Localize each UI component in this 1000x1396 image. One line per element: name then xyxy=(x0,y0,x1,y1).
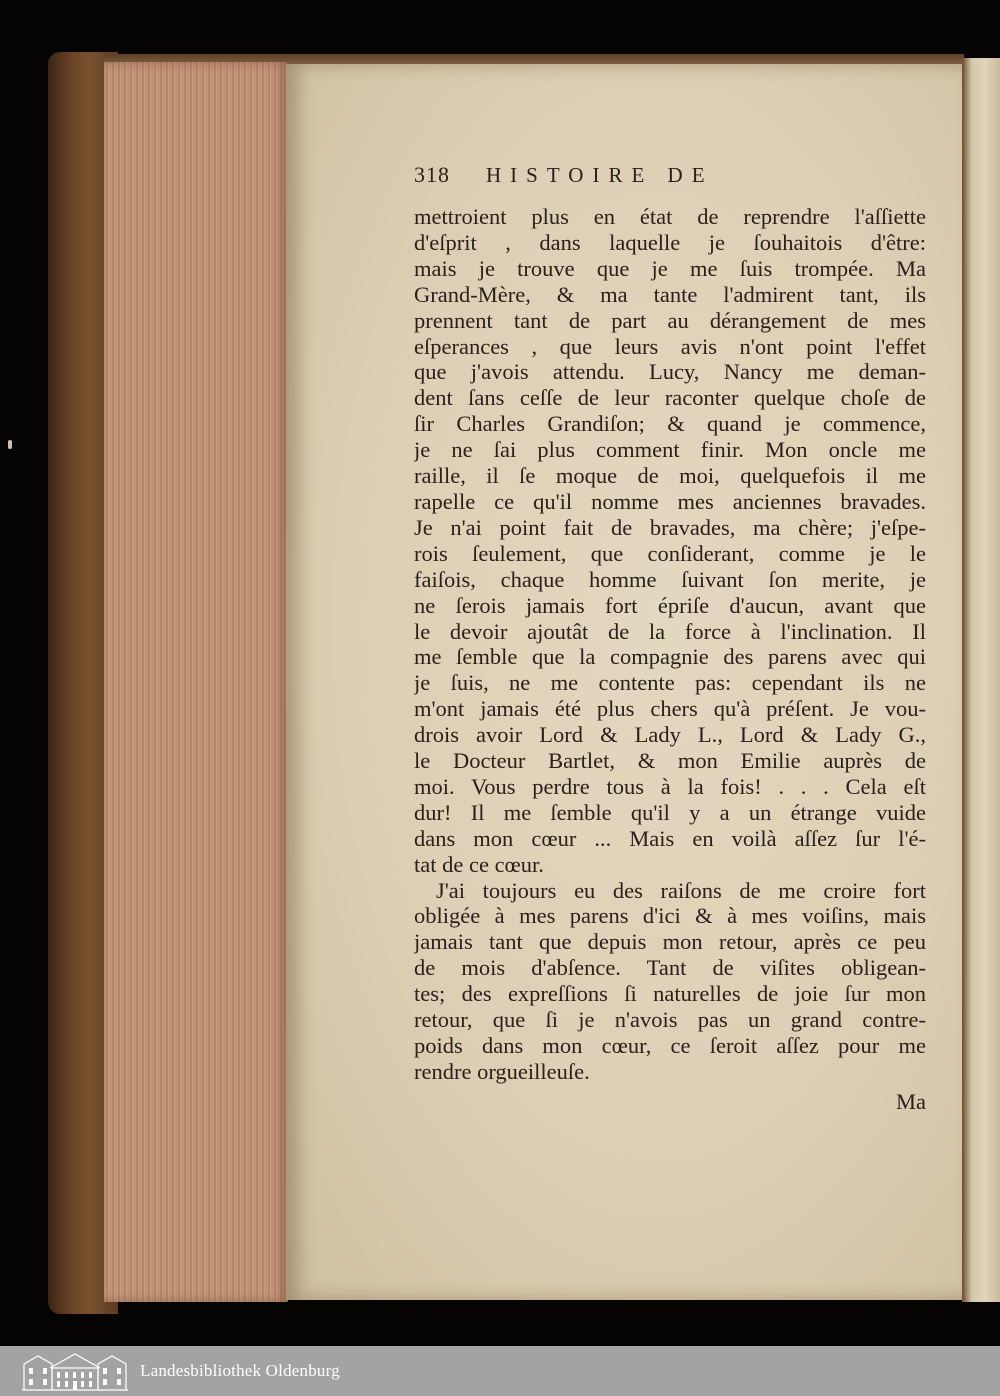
text-line: prennent tant de part au dérangement de mes xyxy=(414,307,926,333)
book-page xyxy=(286,64,962,1300)
text-line: faiſois, chaque homme ſuivant ſon merite, je xyxy=(414,566,926,592)
text-line: je ne ſai plus comment finir. Mon oncle me xyxy=(414,437,926,463)
text-line: eſperances , que leurs avis n'ont point l'effet xyxy=(414,333,926,359)
text-line: retour, que ſi je n'avois pas un grand contre- xyxy=(414,1007,926,1033)
page-number: 318 xyxy=(414,162,450,187)
text-line: mais je trouve que je me ſuis trompée. Ma xyxy=(414,255,926,281)
text-line: ſir Charles Grandiſon; & quand je commence, xyxy=(414,411,926,437)
text-line: me ſemble que la compagnie des parens avec qui xyxy=(414,644,926,670)
text-line: rendre orgueilleuſe. xyxy=(414,1058,590,1084)
text-line: je ſuis, ne me contente pas: cependant ils ne xyxy=(414,670,926,696)
library-name: Landesbibliothek Oldenburg xyxy=(140,1361,340,1380)
text-line: d'eſprit , dans laquelle je ſouhaitois d'être: xyxy=(414,229,926,255)
body-text xyxy=(414,204,926,1085)
text-line: obligée à mes parens d'ici & à mes voiſins, mais xyxy=(414,903,926,929)
catchword: Ma xyxy=(896,1088,926,1114)
text-line: mettroient plus en état de reprendre l'aſſiette xyxy=(414,204,926,229)
text-line: de mois d'abſence. Tant de viſites obligean- xyxy=(414,955,926,981)
text-line: ne ſerois jamais fort épriſe d'aucun, avant que xyxy=(414,592,926,618)
text-line: m'ont jamais été plus chers qu'à préſent. Je vou- xyxy=(414,696,926,722)
text-line: raille, il ſe moque de moi, quelquefois il me xyxy=(414,463,926,489)
text-line: dur! Il me ſemble qu'il y a un étrange vuide xyxy=(414,799,926,825)
footer-bar xyxy=(0,1346,1000,1396)
opposite-page-edge xyxy=(962,58,1000,1302)
text-line: Grand-Mère, & ma tante l'admirent tant, ils xyxy=(414,281,926,307)
text-line: dans mon cœur ... Mais en voilà aſſez ſur l'é- xyxy=(414,825,926,851)
text-line: tes; des expreſſions ſi naturelles de joie ſur mon xyxy=(414,981,926,1007)
text-line: drois avoir Lord & Lady L., Lord & Lady G., xyxy=(414,722,926,748)
text-line: le devoir ajoutât de la force à l'inclination. Il xyxy=(414,618,926,644)
text-line: que j'avois attendu. Lucy, Nancy me deman- xyxy=(414,359,926,385)
text-line: poids dans mon cœur, ce ſeroit aſſez pour me xyxy=(414,1033,926,1058)
page-header xyxy=(414,162,926,200)
text-line: Je n'ai point fait de bravades, ma chère; j'eſpe- xyxy=(414,514,926,540)
page-text-block xyxy=(414,162,926,1115)
running-head: HISTOIRE DE xyxy=(486,163,714,187)
library-building-logo xyxy=(20,1350,130,1392)
text-line: tat de ce cœur. xyxy=(414,851,544,877)
text-line: rois ſeulement, que conſiderant, comme je le xyxy=(414,540,926,566)
page-edges xyxy=(104,62,288,1302)
text-line: dent ſans ceſſe de leur raconter quelque choſe de xyxy=(414,385,926,411)
text-line: jamais tant que depuis mon retour, après ce peu xyxy=(414,929,926,955)
scan-mark xyxy=(8,440,12,449)
text-line: moi. Vous perdre tous à la fois! . . . Cela eſt xyxy=(414,773,926,799)
text-line: rapelle ce qu'il nomme mes anciennes bravades. xyxy=(414,488,926,514)
text-line: le Docteur Bartlet, & mon Emilie auprès de xyxy=(414,748,926,774)
text-line: J'ai toujours eu des raiſons de me croire fort xyxy=(436,877,926,903)
